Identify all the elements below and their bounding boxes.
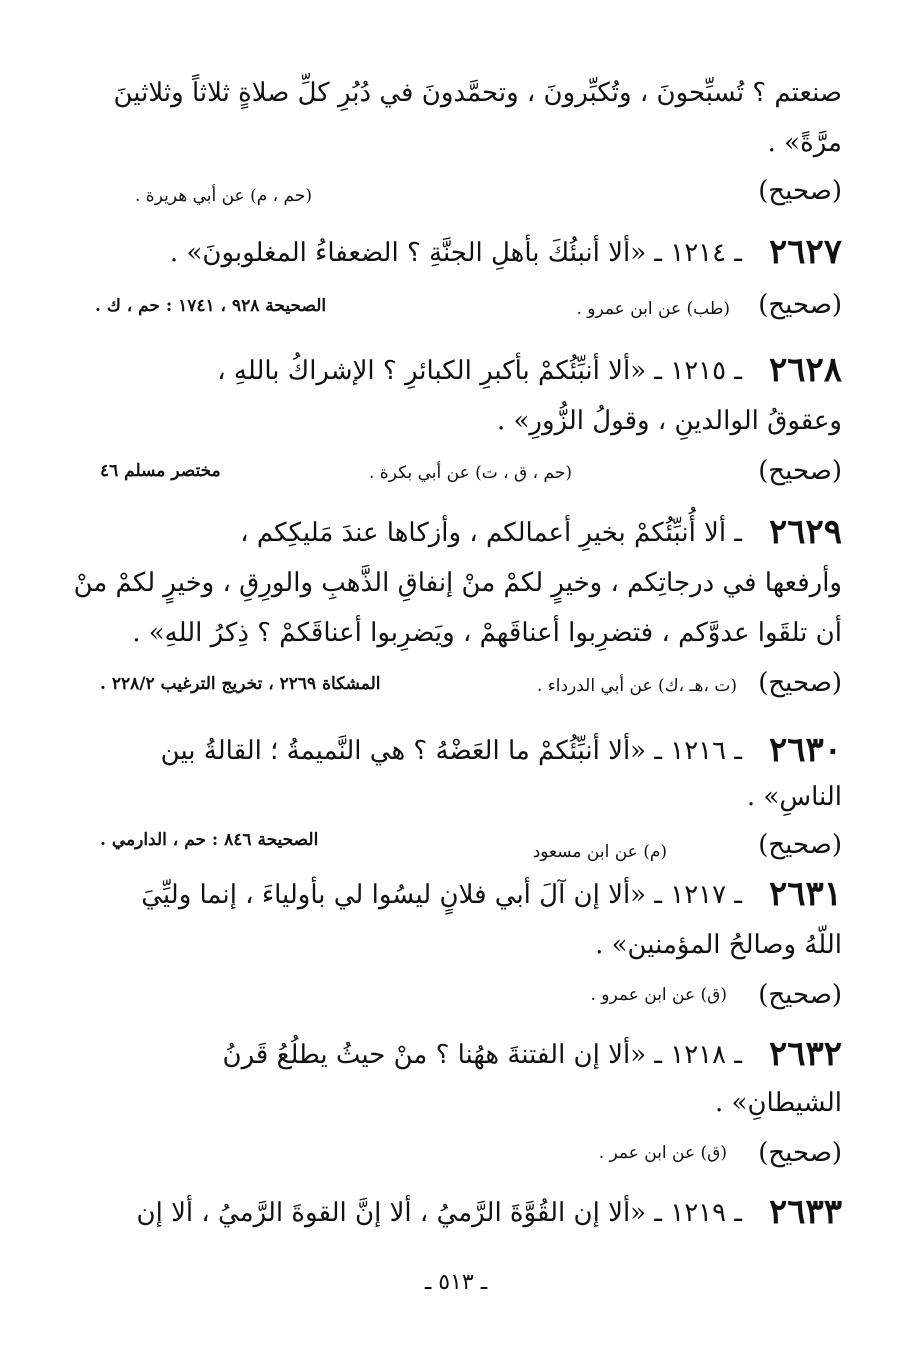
reference: (ق) عن ابن عمرو .	[590, 985, 727, 1005]
hadith-number: ٢٦٣٣	[768, 1192, 842, 1232]
hadith-text: ـ ١٢١٧ ـ «ألا إن آلَ أبي فلانٍ ليسُوا لي بأولياءَ ، إنما وليِّيَ	[141, 880, 742, 910]
text-line: صنعتم ؟ تُسبِّحونَ ، وتُكبِّرونَ ، وتحمَّدونَ في دُبُرِ كلِّ صلاةٍ ثلاثاً وثلاثينَ	[113, 78, 842, 108]
hadith-text: اللّهُ وصالحُ المؤمنين» .	[595, 930, 842, 960]
hadith-text: ـ ١٢١٥ ـ «ألا أنبِّئُكمْ بأكبرِ الكبائرِ ؟ الإشراكُ باللهِ ،	[217, 356, 742, 386]
hadith-text: وعقوقُ الوالدينِ ، وقولُ الزُّورِ» .	[496, 406, 842, 436]
grade-label: (صحيح)	[758, 980, 842, 1010]
reference: (طب) عن ابن عمرو .	[576, 299, 730, 319]
grade-label: (صحيح)	[758, 830, 842, 860]
source-ref: الصحيحة ٨٤٦ : حم ، الدارمي .	[100, 830, 319, 850]
hadith-text: ـ ١٢١٦ ـ «ألا أنبِّئُكمْ ما العَضْهُ ؟ هي النَّميمةُ ؛ القالةُ بين	[160, 736, 742, 766]
grade-label: (صحيح)	[758, 290, 842, 320]
text-line: مرَّةً» .	[767, 128, 842, 158]
grade-label: (صحيح)	[758, 1138, 842, 1168]
source-ref: مختصر مسلم ٤٦	[100, 461, 221, 481]
hadith-text: أن تلقَوا عدوَّكم ، فتضرِبوا أعناقَهمْ ، ويَضرِبوا أعناقَكمْ ؟ ذِكرُ اللهِ» .	[132, 618, 842, 648]
hadith-text: الناسِ» .	[746, 782, 842, 812]
hadith-number: ٢٦٣٢	[768, 1034, 842, 1074]
hadith-number: ٢٦٢٨	[768, 350, 842, 390]
hadith-text: وأرفعها في درجاتِكم ، وخيرٍ لكمْ منْ إنفاقِ الذَّهبِ والورِقِ ، وخيرٍ لكمْ منْ	[73, 568, 842, 598]
hadith-number: ٢٦٣٠	[768, 730, 842, 770]
source-ref: المشكاة ٢٢٦٩ ، تخريج الترغيب ٢٢٨/٢ .	[100, 674, 381, 694]
reference: (ق) عن ابن عمر .	[598, 1143, 727, 1163]
reference: (حم ، م) عن أبي هريرة .	[135, 186, 312, 206]
hadith-text: ـ ١٢١٩ ـ «ألا إن القُوَّةَ الرَّميُ ، ألا إنَّ القوةَ الرَّميُ ، ألا إن	[136, 1198, 742, 1228]
reference: (حم ، ق ، ت) عن أبي بكرة .	[368, 463, 572, 483]
hadith-text: ـ ١٢١٨ ـ «ألا إن الفتنةَ ههُنا ؟ منْ حيثُ يطلُعُ قَرنُ	[222, 1040, 742, 1070]
page-number: ـ ٥١٣ ـ	[424, 1270, 488, 1295]
hadith-number: ٢٦٣١	[768, 874, 842, 914]
reference: (ت ،هـ ،ك) عن أبي الدرداء .	[536, 676, 737, 696]
hadith-number: ٢٦٢٩	[768, 512, 842, 552]
grade-label: (صحيح)	[758, 668, 842, 698]
hadith-number: ٢٦٢٧	[768, 232, 842, 272]
hadith-text: ـ ألا أُنبِّئُكمْ بخيرِ أعمالكم ، وأزكاها عندَ مَليكِكم ،	[240, 518, 742, 548]
hadith-text: الشيطانِ» .	[715, 1088, 842, 1118]
hadith-text: ـ ١٢١٤ ـ «ألا أنبئُكَ بأهلِ الجنَّةِ ؟ الضعفاءُ المغلوبونَ» .	[169, 238, 742, 268]
grade-label: (صحيح)	[758, 456, 842, 486]
reference: (م) عن ابن مسعود	[532, 842, 667, 862]
grade-label: (صحيح)	[758, 176, 842, 206]
source-ref: الصحيحة ٩٢٨ ، ١٧٤١ : حم ، ك .	[95, 296, 327, 316]
